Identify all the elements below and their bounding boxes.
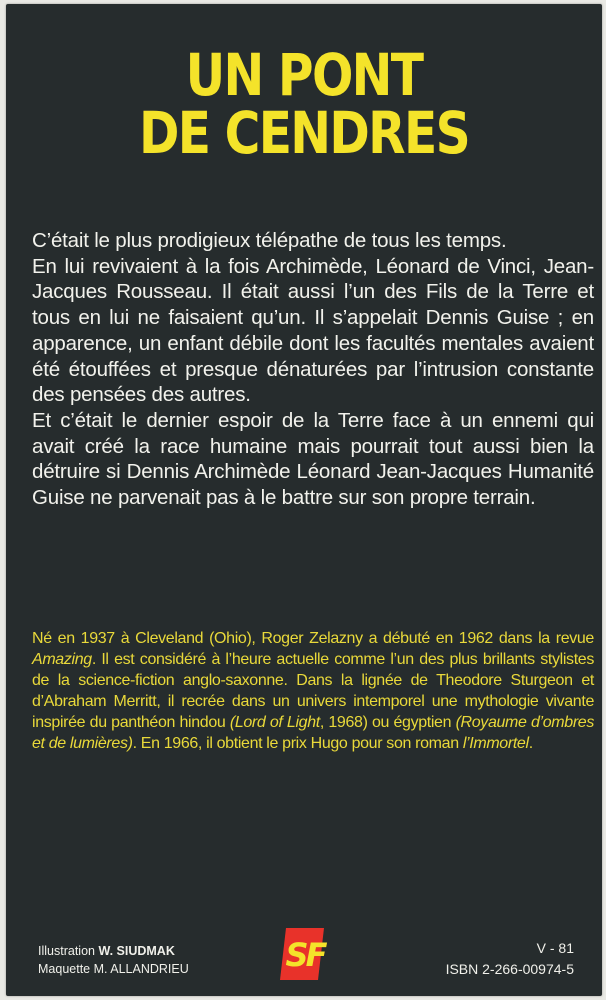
- maquette-credit: Maquette M. ALLANDRIEU: [38, 962, 189, 976]
- synopsis-paragraph: En lui revivaient à la fois Archimède, Léonard de Vinci, Jean-Jacques Rousseau. Il était aussi l’un des Fils de la Terre et tous en lui ne faisaient qu’un. Il s’appelait Dennis Guise ; en apparence, un enfant débile dont les facultés mentales avaient été étouffées et presque dénaturées par l’intrusion constante des pensées des autres.: [32, 254, 594, 407]
- catalog-code: V - 81: [536, 940, 574, 956]
- bio-magazine-title: Amazing: [32, 651, 92, 668]
- author-biography: [32, 628, 594, 754]
- bio-text: Né en 1937 à Cleveland (Ohio), Roger Zelazny a débuté en 1962 dans la revue: [32, 630, 594, 647]
- title-line-2: DE CENDRES: [138, 99, 470, 167]
- book-title: [6, 41, 602, 167]
- synopsis: [32, 228, 594, 511]
- illustration-credit: [38, 942, 189, 960]
- synopsis-paragraph: C’était le plus prodigieux télépathe de tous les temps.: [32, 229, 507, 252]
- illustration-label: Illustration: [38, 944, 95, 958]
- bio-text: .: [528, 735, 533, 752]
- isbn-number: ISBN 2-266-00974-5: [445, 961, 574, 977]
- synopsis-paragraph: Et c’était le dernier espoir de la Terre face à un ennemi qui avait créé la race humaine mais pourrait tout aussi bien la détruire si Dennis Archimède Léonard Jean-Jacques Humanité Guise ne parvenait pas à le battre sur son propre terrain.: [32, 408, 594, 510]
- credits: [38, 942, 189, 978]
- illustrator-name: W. SIUDMAK: [98, 944, 175, 958]
- sf-logo: [278, 926, 332, 982]
- title-line-1: UN PONT: [185, 41, 423, 109]
- bio-text: . Il est considéré à l’heure actuelle comme l’un des plus brillants stylistes de la science-fiction anglo-saxonne. Dans la lignée de Theodore Sturgeon et d’Abraham Merritt, il recrée dans un univers intemporel une mythologie vivante inspirée du panthéon hindou: [32, 651, 594, 731]
- book-back-cover: [6, 4, 602, 996]
- bio-work-title: l’Immortel: [462, 735, 529, 752]
- isbn-block: [446, 938, 574, 980]
- bio-work-title: (Royaume d’ombres et de lumières): [32, 714, 594, 752]
- bio-text: , 1968) ou égyptien: [319, 714, 456, 731]
- svg-text:SF: SF: [285, 936, 325, 974]
- bio-text: . En 1966, il obtient le prix Hugo pour son roman: [132, 735, 463, 752]
- bio-work-title: (Lord of Light: [229, 714, 320, 731]
